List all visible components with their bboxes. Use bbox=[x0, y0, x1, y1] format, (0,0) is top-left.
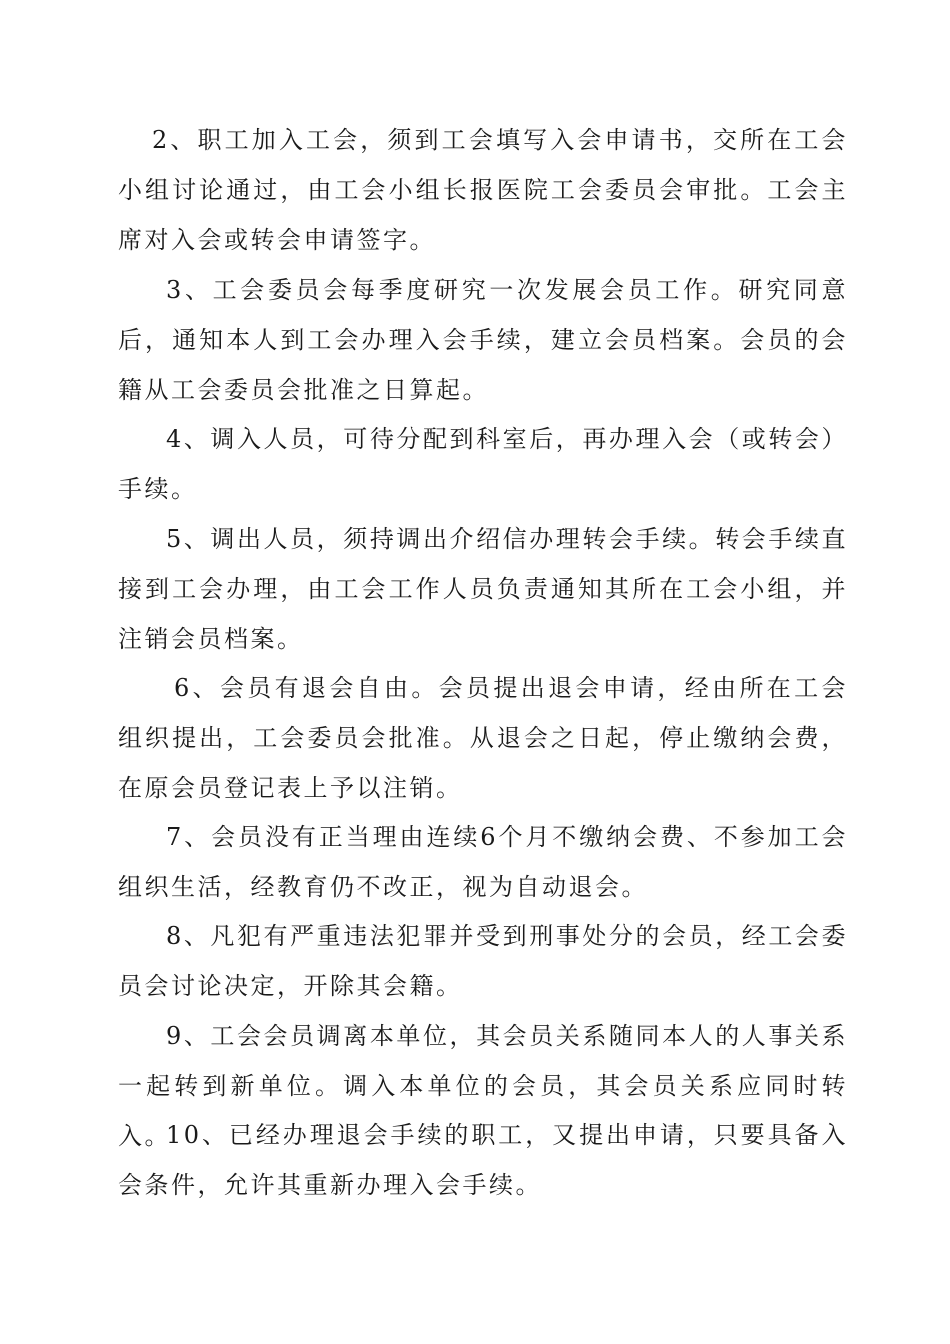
paragraph-item-2: 2、职工加入工会，须到工会填写入会申请书，交所在工会小组讨论通过，由工会小组长报医院工会委员会审批。工会主席对入会或转会申请签字。 bbox=[118, 126, 848, 254]
paragraph-item-8: 8、凡犯有严重违法犯罪并受到刑事处分的会员，经工会委员会讨论决定，开除其会籍。 bbox=[118, 922, 848, 1000]
paragraph-item-9: 9、工会会员调离本单位，其会员关系随同本人的人事关系一起转到新单位。调入本单位的会员，其会员关系应同时转入。 bbox=[118, 1022, 848, 1150]
paragraph-item-10: 10、已经办理退会手续的职工，又提出申请，只要具备入会条件，允许其重新办理入会手续。 bbox=[118, 1121, 848, 1199]
paragraph-item-6: 6、会员有退会自由。会员提出退会申请，经由所在工会组织提出，工会委员会批准。从退会之日起，停止缴纳会费，在原会员登记表上予以注销。 bbox=[118, 674, 848, 802]
paragraph-item-4: 4、调入人员，可待分配到科室后，再办理入会（或转会）手续。 bbox=[118, 425, 848, 503]
paragraph-item-7: 7、会员没有正当理由连续6个月不缴纳会费、不参加工会组织生活，经教育仍不改正，视为自动退会。 bbox=[118, 823, 848, 901]
paragraph-item-3: 3、工会委员会每季度研究一次发展会员工作。研究同意后，通知本人到工会办理入会手续，建立会员档案。会员的会籍从工会委员会批准之日算起。 bbox=[118, 276, 848, 404]
paragraph-item-5: 5、调出人员，须持调出介绍信办理转会手续。转会手续直接到工会办理，由工会工作人员负责通知其所在工会小组，并注销会员档案。 bbox=[118, 525, 848, 653]
